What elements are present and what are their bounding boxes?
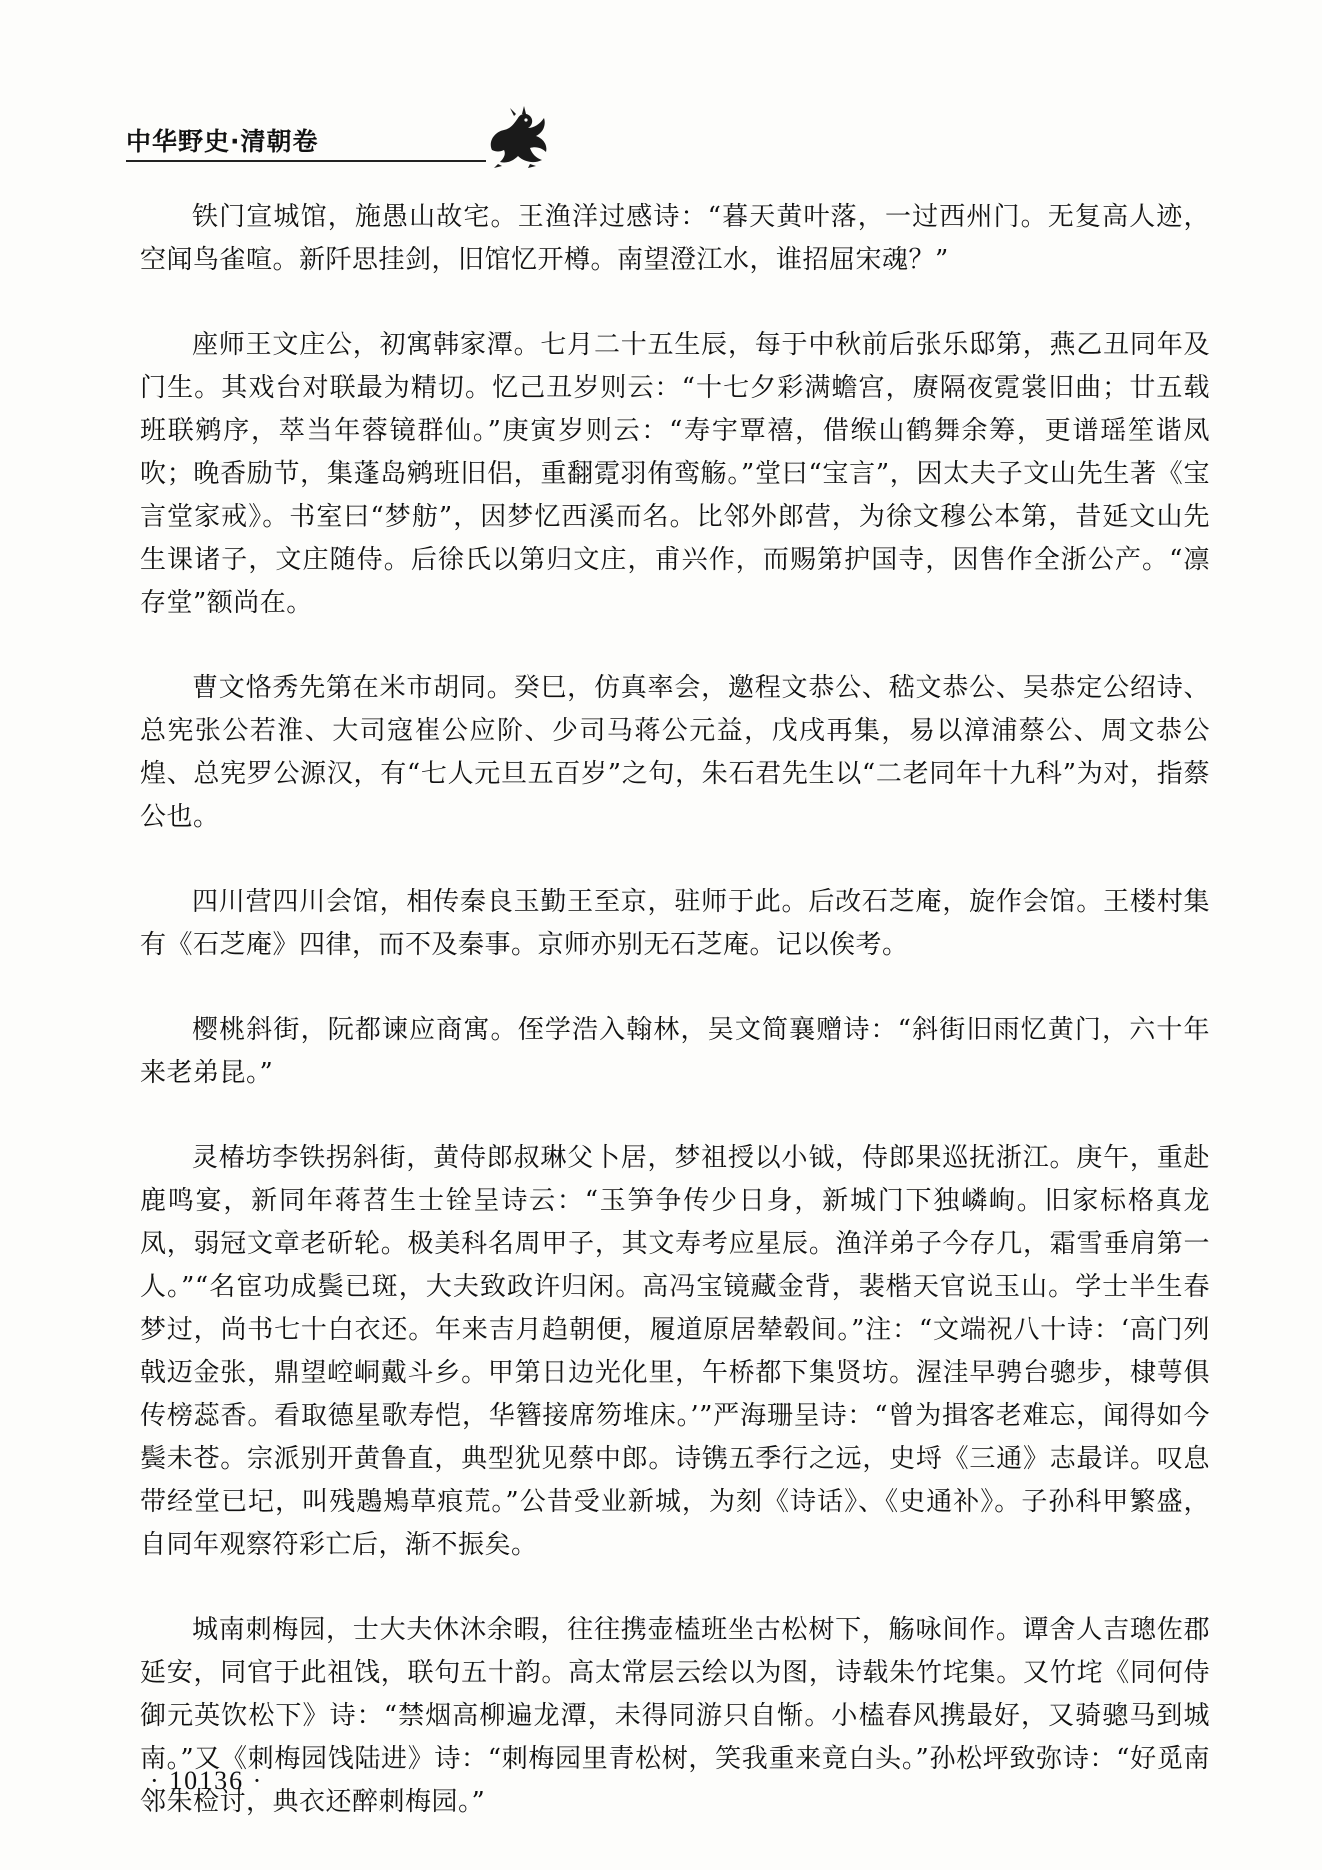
paragraph: 铁门宣城馆，施愚山故宅。王渔洋过感诗：“暮天黄叶落，一过西州门。无复高人迹，空闻鸟雀喧。新阡思挂剑，旧馆忆开樽。南望澄江水，谁招屈宋魂？”	[140, 202, 1210, 275]
main-text	[140, 196, 1210, 1866]
header-rule	[126, 160, 486, 162]
paragraph: 座师王文庄公，初寓韩家潭。七月二十五生辰，每于中秋前后张乐邸第，燕乙丑同年及门生。其戏台对联最为精切。忆己丑岁则云：“十七夕彩满蟾宫，赓隔夜霓裳旧曲；廿五载班联鹓序，萃当年蓉镜群仙。”庚寅岁则云：“寿宇覃禧，借缑山鹤舞余筹，更谱瑶笙谐凤吹；晚香励节，集蓬岛鹓班旧侣，重翻霓羽侑鸾觞。”堂曰“宝言”，因太夫子文山先生著《宝言堂家戒》。书室曰“梦舫”，因梦忆西溪而名。比邻外郎营，为徐文穆公本第，昔延文山先生课诸子，文庄随侍。后徐氏以第归文庄，甫兴作，而赐第护国寺，因售作全浙公产。“凛存堂”额尚在。	[140, 330, 1210, 618]
dragon-icon	[484, 106, 554, 168]
page-number: · 10136 ·	[150, 1766, 264, 1795]
running-header	[126, 108, 546, 164]
paragraph: 四川营四川会馆，相传秦良玉勤王至京，驻师于此。后改石芝庵，旋作会馆。王楼村集有《石芝庵》四律，而不及秦事。京师亦别无石芝庵。记以俟考。	[140, 887, 1210, 960]
paragraph: 曹文恪秀先第在米市胡同。癸巳，仿真率会，邀程文恭公、嵇文恭公、吴恭定公绍诗、总宪张公若淮、大司寇崔公应阶、少司马蒋公元益，戊戌再集，易以漳浦蔡公、周文恭公煌、总宪罗公源汉，有“七人元旦五百岁”之句，朱石君先生以“二老同年十九科”为对，指蔡公也。	[140, 673, 1210, 832]
paragraph: 城南刺梅园，士大夫休沐余暇，往往携壶榼班坐古松树下，觞咏间作。谭舍人吉璁佐郡延安，同官于此祖饯，联句五十韵。高太常层云绘以为图，诗载朱竹垞集。又竹垞《同何侍御元英饮松下》诗：“禁烟高柳遍龙潭，未得同游只自惭。小榼春风携最好，又骑骢马到城南。”又《刺梅园饯陆进》诗：“刺梅园里青松树，笑我重来竟白头。”孙松坪致弥诗：“好觅南邻朱检讨，典衣还醉刺梅园。”	[140, 1615, 1210, 1817]
paragraph: 樱桃斜街，阮都谏应商寓。侄学浩入翰林，吴文简襄赠诗：“斜街旧雨忆黄门，六十年来老弟昆。”	[140, 1015, 1210, 1088]
paragraph: 灵椿坊李铁拐斜街，黄侍郎叔琳父卜居，梦祖授以小钺，侍郎果巡抚浙江。庚午，重赴鹿鸣宴，新同年蒋苕生士铨呈诗云：“玉笋争传少日身，新城门下独嶙峋。旧家标格真龙凤，弱冠文章老斫轮。极美科名周甲子，其文寿考应星辰。渔洋弟子今存几，霜雪垂肩第一人。”“名宦功成鬓已斑，大夫致政许归闲。高冯宝镜藏金背，裴楷天官说玉山。学士半生春梦过，尚书七十白衣还。年来吉月趋朝便，履道原居辇毂间。”注：“文端祝八十诗：‘高门列戟迈金张，鼎望崆峒戴斗乡。甲第日边光化里，午桥都下集贤坊。渥洼早骋台骢步，棣萼俱传榜蕊香。看取德星歌寿恺，华簪接席笏堆床。’”严海珊呈诗：“曾为揖客老难忘，闻得如今鬓未苍。宗派别开黄鲁直，典型犹见蔡中郎。诗镌五季行之远，史埒《三通》志最详。叹息带经堂已圮，叫残鶗鴂草痕荒。”公昔受业新城，为刻《诗话》、《史通补》。子孙科甲繁盛，自同年观察符彩亡后，渐不振矣。	[140, 1143, 1210, 1560]
header-title: 中华野史·清朝卷	[126, 127, 319, 156]
